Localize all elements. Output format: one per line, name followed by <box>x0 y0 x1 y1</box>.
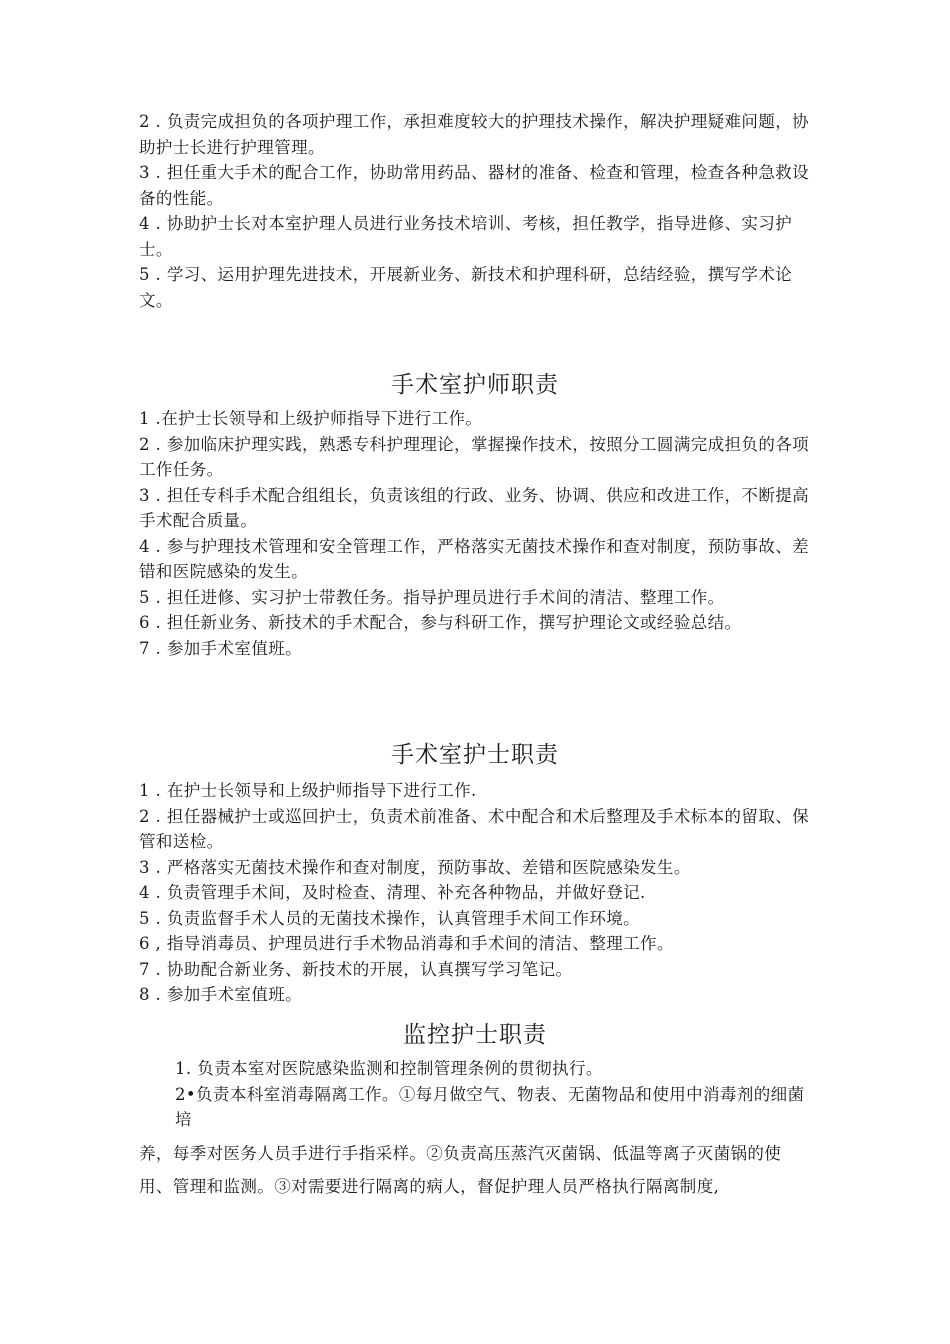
list-item: 3 . 严格落实无菌技术操作和查对制度，预防事故、差错和医院感染发生。 <box>139 857 691 877</box>
list-item: 2 . 担任器械护士或巡回护士，负责术前准备、术中配合和术后整理及手术标本的留取、保管和送检。 <box>139 806 810 851</box>
list-item: 6 , 指导消毒员、护理员进行手术物品消毒和手术间的清洁、整理工作。 <box>139 934 674 953</box>
list-item: 4 . 协助护士长对本室护理人员进行业务技术培训、考核，担任教学，指导进修、实习护士。 <box>139 214 793 259</box>
list-item: 3 . 担任专科手术配合组组长，负责该组的行政、业务、协调、供应和改进工作，不断提高手术配合质量。 <box>139 485 810 530</box>
list-item-continuation: 用、管理和监测。③对需要进行隔离的病人，督促护理人员严格执行隔离制度, <box>139 1177 720 1196</box>
list-item: 5 . 担任进修、实习护士带教任务。指导护理员进行手术间的清洁、整理工作。 <box>139 587 725 607</box>
nurse-practitioner-duty-list <box>139 406 819 661</box>
list-item: 2 . 负责完成担负的各项护理工作，承担难度较大的护理技术操作，解决护理疑难问题，协助护士长进行护理管理。 <box>139 112 810 157</box>
list-item: 4 . 参与护理技术管理和安全管理工作，严格落实无菌技术操作和查对制度，预防事故、差错和医院感染的发生。 <box>139 536 810 581</box>
list-item: 5 . 学习、运用护理先进技术，开展新业务、新技术和护理科研，总结经验，撰写学术论文。 <box>139 265 793 310</box>
list-item: 1. 负责本室对医院感染监测和控制管理条例的贯彻执行。 <box>175 1059 603 1078</box>
list-item: 6 . 担任新业务、新技术的手术配合，参与科研工作，撰写护理论文或经验总结。 <box>139 613 742 632</box>
list-item: 4 . 负责管理手术间，及时检查、清理、补充各种物品，并做好登记. <box>139 883 646 902</box>
list-item: 2•负责本科室消毒隔离工作。①每月做空气、物表、无菌物品和使用中消毒剂的细菌培 <box>175 1084 805 1129</box>
monitor-duty-list <box>139 1056 819 1200</box>
list-item: 1 .在护士长领导和上级护师指导下进行工作。 <box>139 409 483 428</box>
section-title-nurse-practitioner: 手术室护师职责 <box>391 372 559 398</box>
nurse-duty-list <box>139 778 819 1008</box>
list-item: 1 . 在护士长领导和上级护师指导下进行工作. <box>139 781 477 800</box>
list-item-continuation: 养，每季对医务人员手进行手指采样。②负责高压蒸汽灭菌锅、低温等离子灭菌锅的使 <box>139 1143 782 1163</box>
section-title-monitor-nurse: 监控护士职责 <box>403 1022 547 1048</box>
top-duty-list <box>139 109 819 313</box>
list-item: 8 . 参加手术室值班。 <box>139 985 303 1004</box>
list-item: 3 . 担任重大手术的配合工作，协助常用药品、器材的准备、检查和管理，检查各种急救设备的性能。 <box>139 163 810 208</box>
list-item: 7 . 参加手术室值班。 <box>139 638 303 658</box>
list-item: 7 . 协助配合新业务、新技术的开展，认真撰写学习笔记。 <box>139 959 573 979</box>
list-item: 2 . 参加临床护理实践，熟悉专科护理理论，掌握操作技术，按照分工圆满完成担负的各项工作任务。 <box>139 434 810 479</box>
list-item: 5 . 负责监督手术人员的无菌技术操作，认真管理手术间工作环境。 <box>139 908 641 928</box>
section-title-nurse: 手术室护士职责 <box>391 742 559 768</box>
